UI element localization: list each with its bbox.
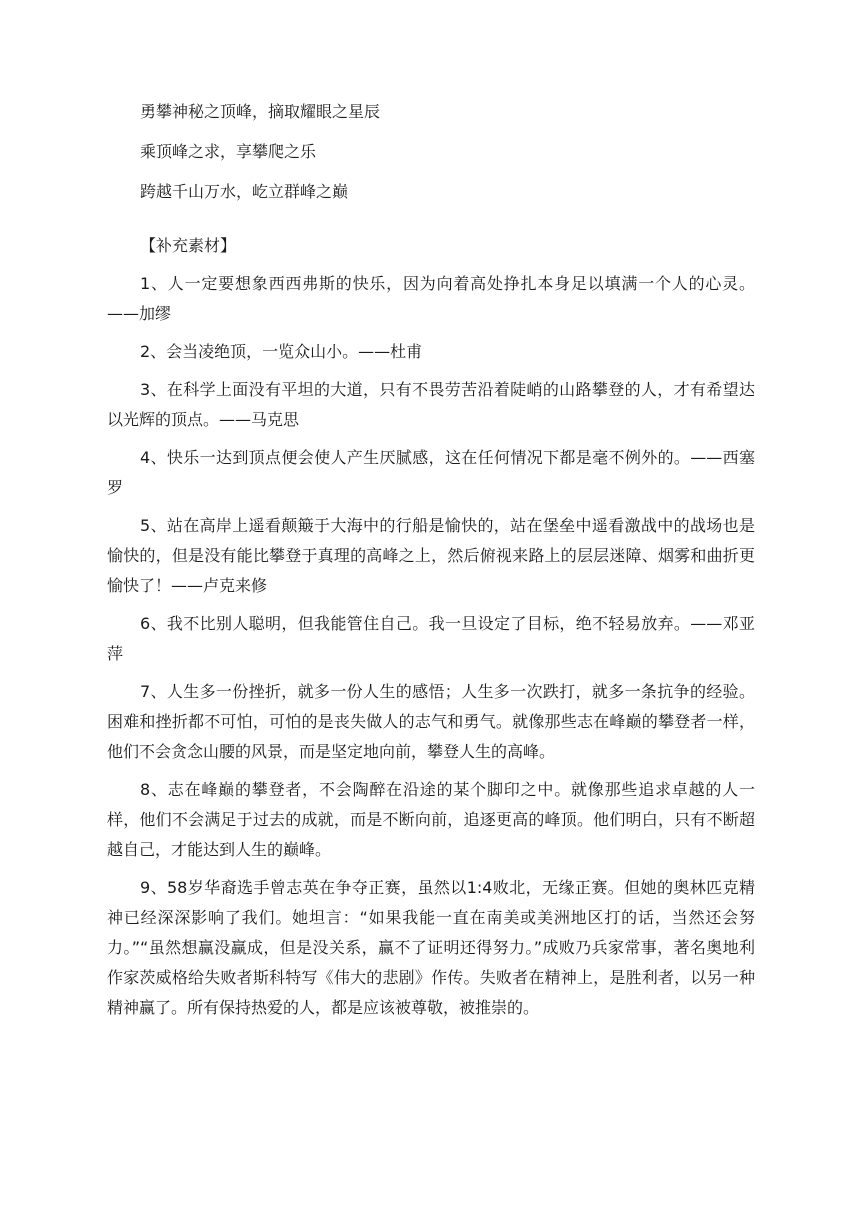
material-list bbox=[107, 269, 755, 1031]
material-item: 4、快乐一达到顶点便会使人产生厌腻感，这在任何情况下都是毫不例外的。——西塞罗 bbox=[107, 448, 755, 497]
material-item: 5、站在高岸上遥看颠簸于大海中的行船是愉快的，站在堡垒中遥看激战中的战场也是愉快的，但是没有能比攀登于真理的高峰之上，然后俯视来路上的层层迷障、烟雾和曲折更愉快了！——卢克来修 bbox=[107, 516, 755, 595]
material-item: 9、58岁华裔选手曾志英在争夺正赛，虽然以1:4败北，无缘正赛。但她的奥林匹克精神已经深深影响了我们。她坦言：“如果我能一直在南美或美洲地区打的话，当然还会努力。”“虽然想赢没赢成，但是没关系，赢不了证明还得努力。”成败乃兵家常事，著名奥地利作家茨威格给失败者斯科特写《伟大的悲剧》作传。失败者在精神上，是胜利者，以另一种精神赢了。所有保持热爱的人，都是应该被尊敬，被推崇的。 bbox=[107, 878, 755, 1017]
material-item: 3、在科学上面没有平坦的大道，只有不畏劳苦沿着陡峭的山路攀登的人，才有希望达以光辉的顶点。——马克思 bbox=[107, 380, 755, 429]
material-item: 7、人生多一份挫折，就多一份人生的感悟；人生多一次跌打，就多一条抗争的经验。困难和挫折都不可怕，可怕的是丧失做人的志气和勇气。就像那些志在峰巅的攀登者一样，他们不会贪念山腰的风景，而是坚定地向前，攀登人生的高峰。 bbox=[107, 682, 755, 761]
material-item: 1、人一定要想象西西弗斯的快乐，因为向着高处挣扎本身足以填满一个人的心灵。——加缪 bbox=[107, 274, 755, 323]
slogan-line: 勇攀神秘之顶峰，摘取耀眼之星辰 bbox=[140, 102, 381, 121]
slogan-line: 跨越千山万水，屹立群峰之巅 bbox=[140, 182, 349, 201]
slogan-line: 乘顶峰之求，享攀爬之乐 bbox=[140, 142, 317, 161]
section-title: 【补充素材】 bbox=[140, 236, 237, 255]
material-item: 8、志在峰巅的攀登者，不会陶醉在沿途的某个脚印之中。就像那些追求卓越的人一样，他们不会满足于过去的成就，而是不断向前，追逐更高的峰顶。他们明白，只有不断超越自己，才能达到人生的巅峰。 bbox=[107, 780, 755, 859]
material-item: 2、会当凌绝顶，一览众山小。——杜甫 bbox=[140, 342, 423, 361]
slogan-list bbox=[140, 92, 780, 212]
material-item: 6、我不比别人聪明，但我能管住自己。我一旦设定了目标，绝不轻易放弃。——邓亚萍 bbox=[107, 614, 755, 663]
